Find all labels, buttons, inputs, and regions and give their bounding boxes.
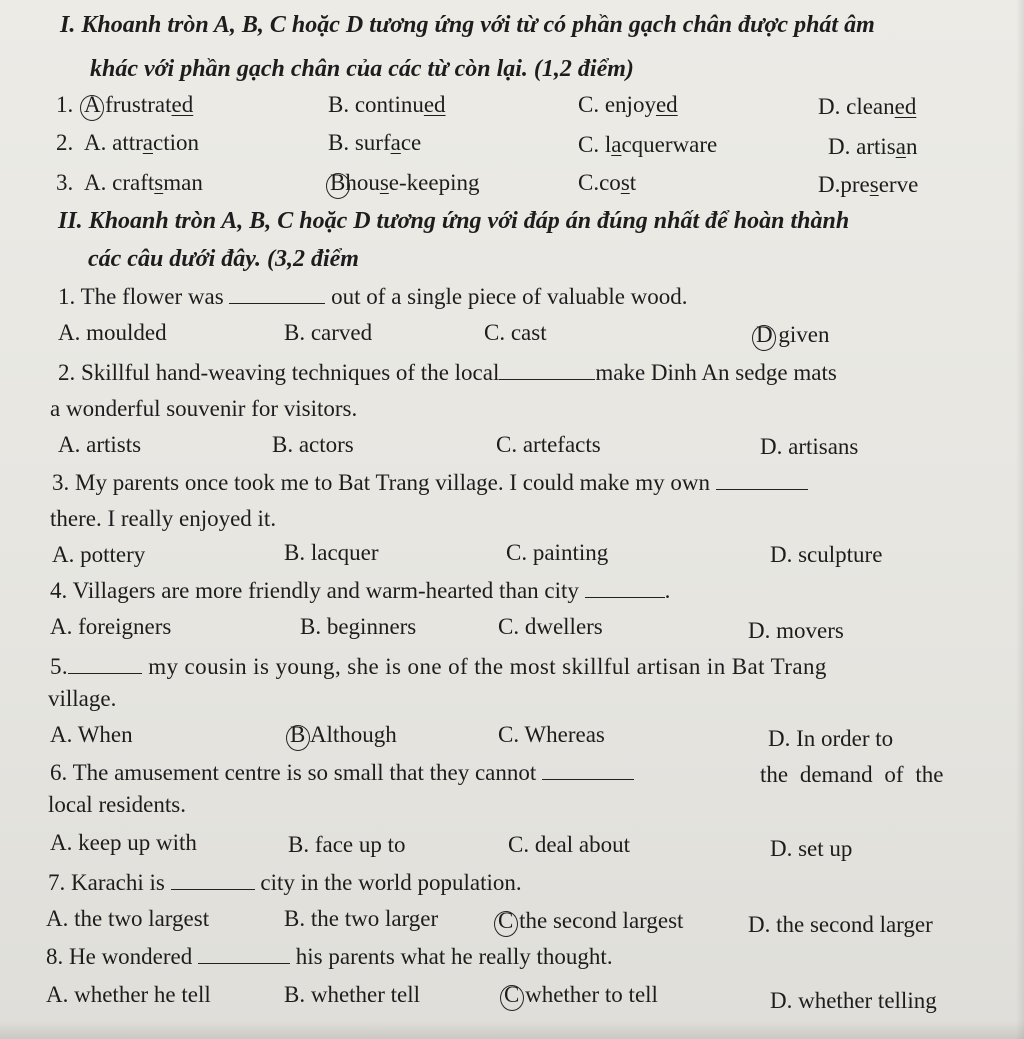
s2-q1-option-b: B. carved <box>284 320 373 345</box>
s2-q7-option-a: A. the two largest <box>46 906 210 931</box>
s2-q5-option-b: B Although <box>290 722 397 747</box>
s1-q3-option-a: A. craftsman <box>84 170 203 195</box>
section1-heading-line1: I. Khoanh tròn A, B, C hoặc D tương ứng với từ có phần gạch chân được phát âm <box>60 12 875 38</box>
s1-q3-option-d: D.preserve <box>818 172 919 197</box>
s2-q4-text: 4. Villagers are more friendly and warm-hearted than city . <box>50 578 671 603</box>
s2-q2-option-b: B. actors <box>272 432 354 457</box>
answer-circle-c: C <box>498 908 514 933</box>
s2-q6-text-tail: the demand of the <box>760 762 944 787</box>
answer-blank[interactable] <box>716 483 808 490</box>
answer-circle-b: B <box>330 170 346 195</box>
s1-q2-option-b: B. surface <box>328 130 422 155</box>
s2-q3-option-a: A. pottery <box>52 542 146 567</box>
s2-q7-option-c: C the second largest <box>498 908 684 933</box>
s1-q1-option-c: C. enjoyed <box>578 92 678 117</box>
s1-q2-option-d: D. artisan <box>828 134 918 159</box>
s2-q3-option-b: B. lacquer <box>284 540 379 565</box>
s2-q4-option-c: C. dwellers <box>498 614 603 639</box>
s2-q2-text: 2. Skillful hand-weaving techniques of the local make Dinh An sedge mats <box>58 360 837 385</box>
s2-q1-text: 1. The flower was out of a single piece of valuable wood. <box>58 284 688 309</box>
s2-q6-option-d: D. set up <box>770 836 853 861</box>
answer-blank[interactable] <box>229 297 325 304</box>
s2-q6-text: 6. The amusement centre is so small that they cannot <box>50 758 634 788</box>
s1-q3-option-c: C.cost <box>578 170 637 195</box>
answer-blank[interactable] <box>542 773 634 780</box>
page-bottom-shadow <box>0 1021 1024 1039</box>
s2-q7-text: 7. Karachi is city in the world population. <box>48 870 522 895</box>
answer-blank[interactable] <box>585 591 665 598</box>
s1-q1-option-b: B. continued <box>328 92 446 117</box>
s2-q1-option-d: D given <box>756 322 830 347</box>
s2-q2-option-a: A. artists <box>58 432 142 457</box>
s1-q1-number: 1. <box>56 92 74 117</box>
s1-q2-number: 2. <box>56 130 74 155</box>
answer-circle-a: A <box>84 92 100 117</box>
s2-q2-continuation: a wonderful souvenir for visitors. <box>50 396 358 421</box>
section2-heading-line1: II. Khoanh tròn A, B, C hoặc D tương ứng với đáp án đúng nhất để hoàn thành <box>58 208 850 234</box>
s2-q3-continuation: there. I really enjoyed it. <box>50 506 277 531</box>
answer-circle-c: C <box>504 982 520 1007</box>
s2-q2-option-c: C. artefacts <box>496 432 601 457</box>
answer-blank[interactable] <box>198 957 290 964</box>
s2-q3-option-c: C. painting <box>506 540 609 565</box>
s2-q7-option-d: D. the second larger <box>748 912 933 937</box>
s2-q4-option-a: A. foreigners <box>50 614 172 639</box>
s2-q5-option-d: D. In order to <box>768 726 894 751</box>
answer-blank[interactable] <box>171 883 255 890</box>
section1-heading-line2: khác với phần gạch chân của các từ còn lại. (1,2 điểm) <box>90 56 634 82</box>
s2-q3-option-d: D. sculpture <box>770 542 883 567</box>
s2-q6-option-a: A. keep up with <box>50 830 197 855</box>
s2-q4-option-b: B. beginners <box>300 614 417 639</box>
s2-q5-option-c: C. Whereas <box>498 722 605 747</box>
answer-blank[interactable] <box>499 373 595 380</box>
s2-q5-option-a: A. When <box>50 722 133 747</box>
answer-circle-d: D <box>756 322 773 347</box>
s1-q3-option-b: Bhouse-keeping <box>330 170 480 195</box>
s2-q8-option-a: A. whether he tell <box>46 982 211 1007</box>
s2-q4-option-d: D. movers <box>748 618 844 643</box>
section2-heading-line2: các câu dưới đây. (3,2 điểm <box>88 246 359 272</box>
s2-q6-option-c: C. deal about <box>508 832 630 857</box>
s2-q6-option-b: B. face up to <box>288 832 406 857</box>
answer-blank[interactable] <box>68 667 142 674</box>
page-edge-shadow <box>1016 0 1024 1039</box>
s1-q1-option-d: D. cleaned <box>818 94 917 119</box>
s2-q2-option-d: D. artisans <box>760 434 859 459</box>
s2-q5-continuation: village. <box>48 686 117 711</box>
s1-q2-option-a: A. attraction <box>84 130 199 155</box>
s2-q5-text: 5. my cousin is young, she is one of the most skillful artisan in Bat Trang <box>50 654 827 679</box>
answer-circle-b: B <box>290 722 306 747</box>
s1-q3-number: 3. <box>56 170 74 195</box>
s2-q1-option-a: A. moulded <box>58 320 167 345</box>
s1-q2-option-c: C. lacquerware <box>578 132 718 157</box>
s2-q8-option-c: C whether to tell <box>504 982 658 1007</box>
s2-q7-option-b: B. the two larger <box>284 906 439 931</box>
s2-q8-option-d: D. whether telling <box>770 988 937 1013</box>
s2-q1-option-c: C. cast <box>484 320 547 345</box>
s2-q3-text: 3. My parents once took me to Bat Trang village. I could make my own <box>52 468 808 498</box>
s2-q6-continuation: local residents. <box>48 792 186 817</box>
s2-q8-text: 8. He wondered his parents what he really thought. <box>46 944 613 969</box>
s1-q1-option-a: A frustrated <box>84 92 194 117</box>
s2-q8-option-b: B. whether tell <box>284 982 421 1007</box>
